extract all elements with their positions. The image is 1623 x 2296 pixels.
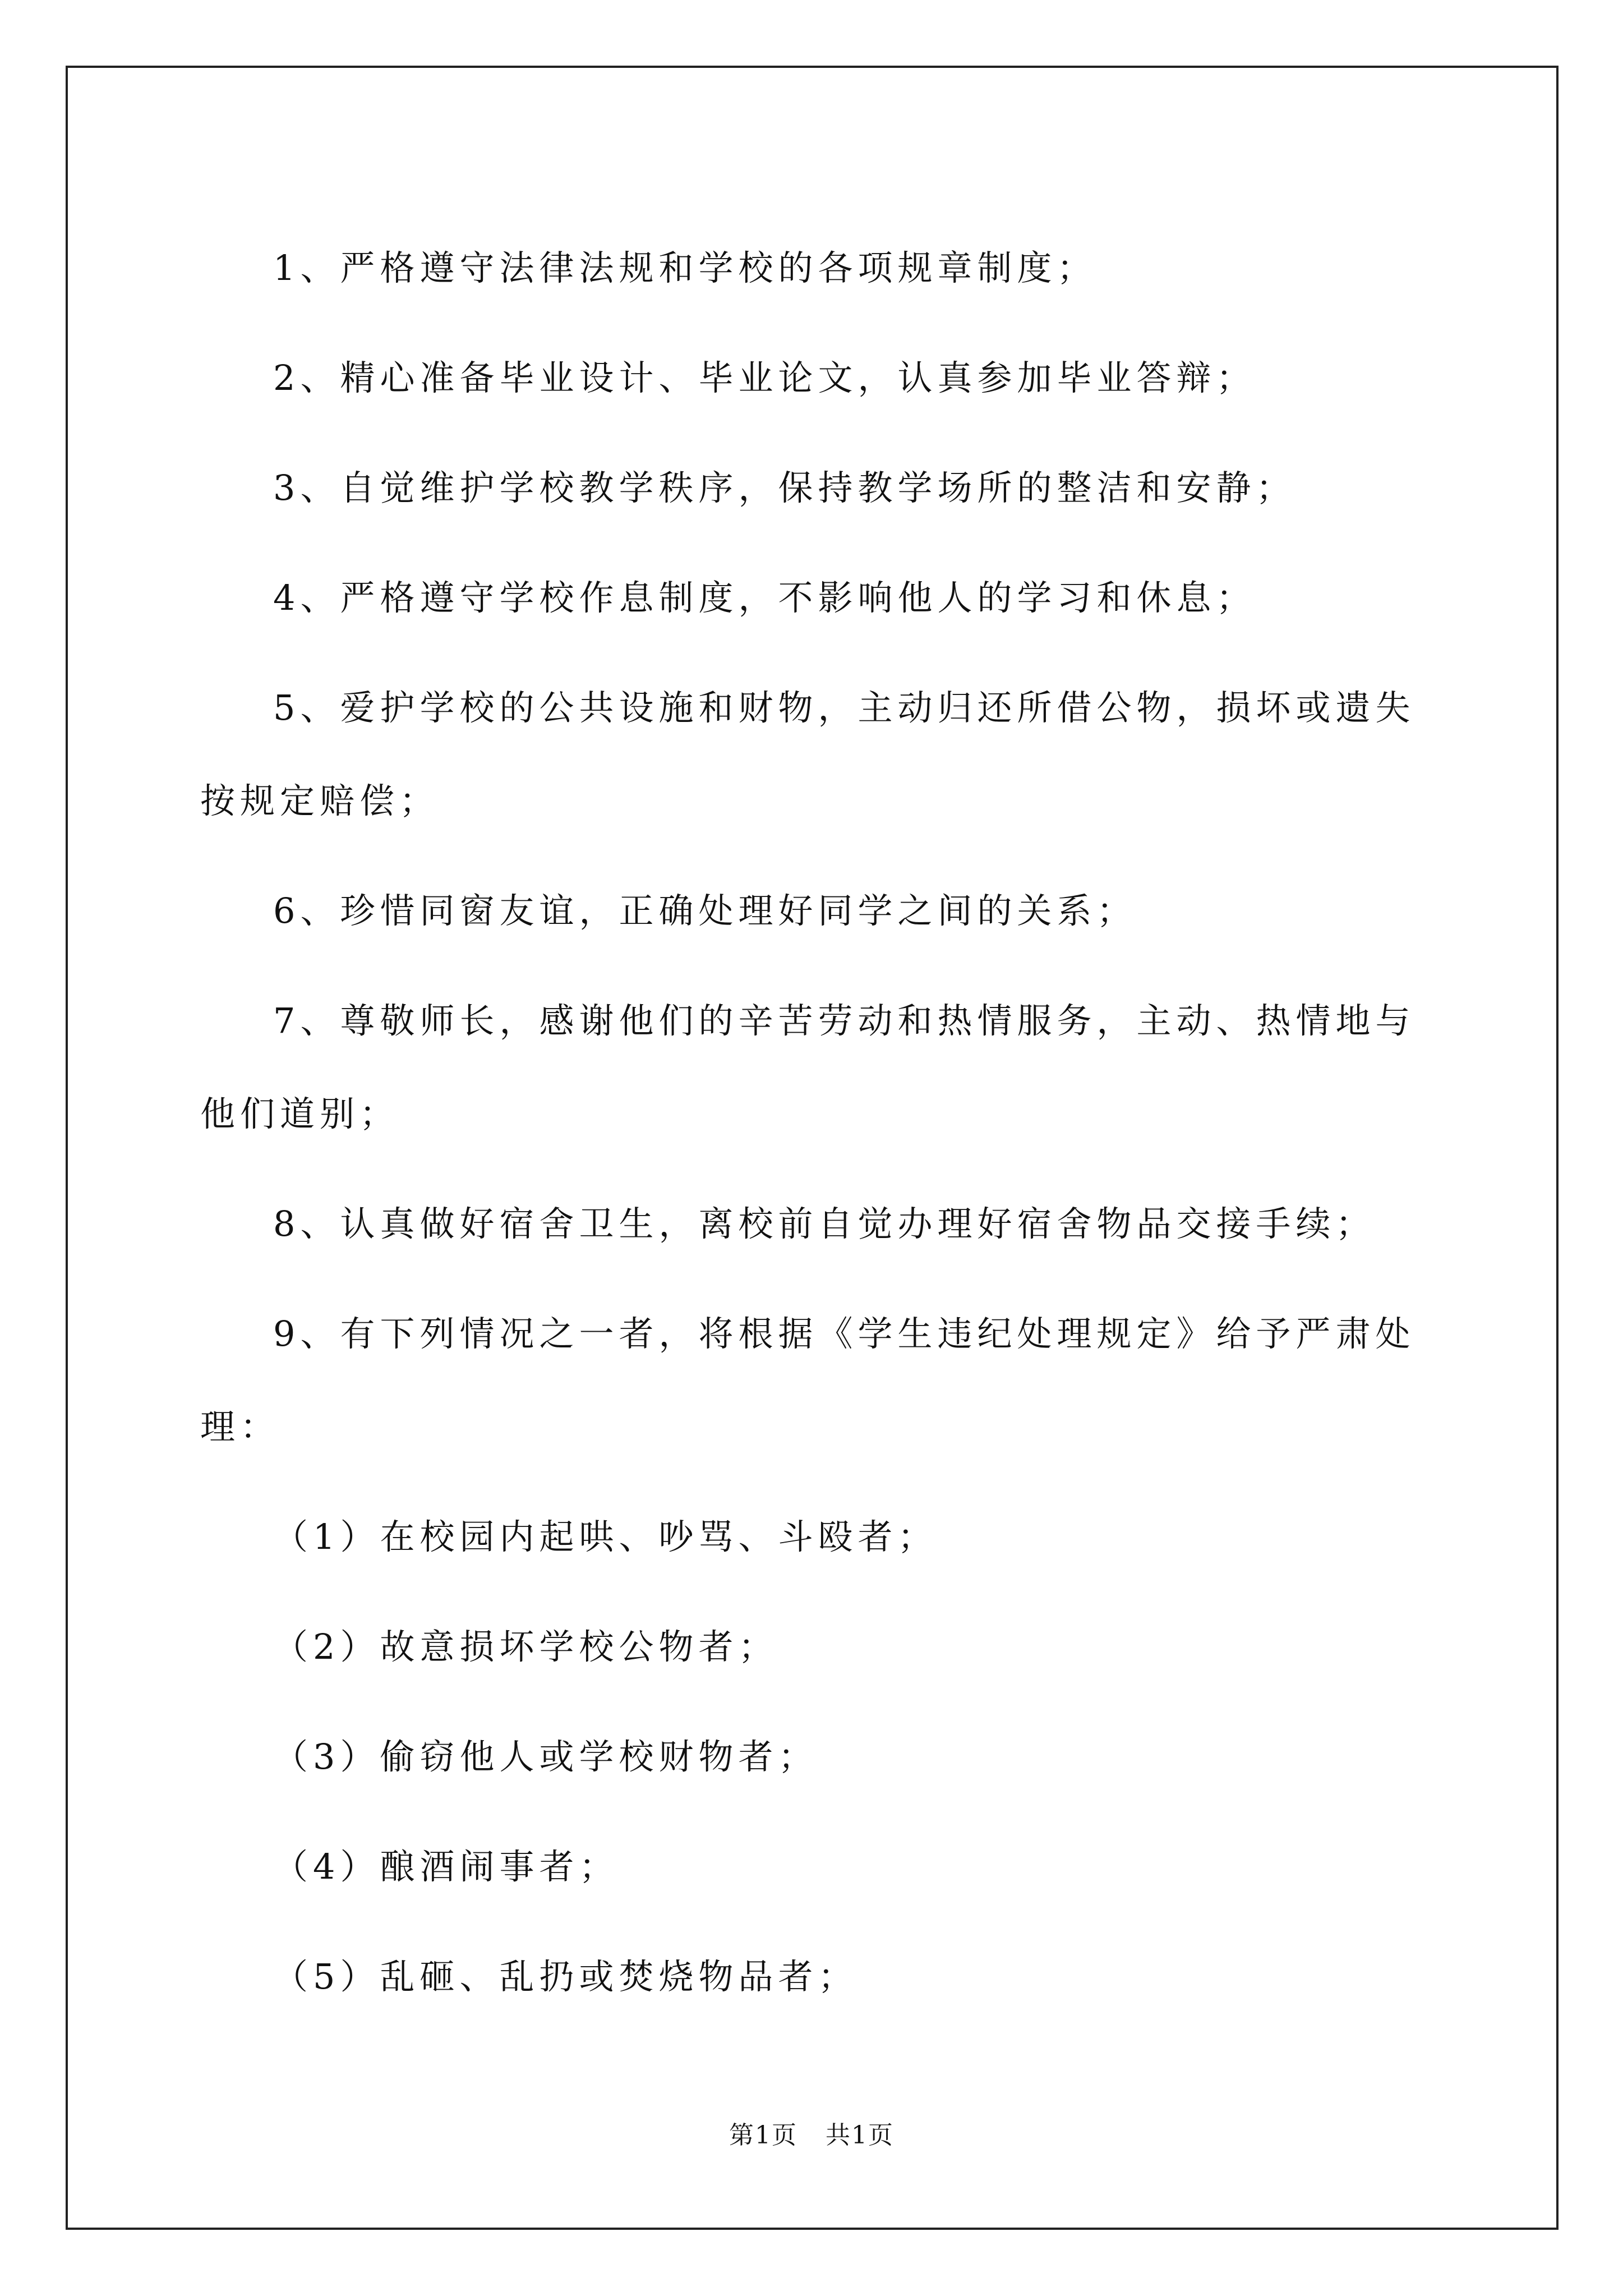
paragraph-rule-3: 3、自觉维护学校教学秩序，保持教学场所的整洁和安静； (273, 467, 1296, 508)
paragraph-rule-7: 7、尊敬师长，感谢他们的辛苦劳动和热情服务，主动、热情地与他们道别； (200, 1000, 1415, 1134)
paragraph-subitem-1: （1）在校园内起哄、吵骂、斗殴者； (273, 1516, 938, 1557)
paragraph-subitem-4: （4）酿酒闹事者； (273, 1846, 619, 1887)
paragraph-rule-1: 1、严格遵守法律法规和学校的各项规章制度； (273, 247, 1097, 288)
paragraph-subitem-2: （2）故意损坏学校公物者； (273, 1626, 778, 1667)
paragraph-rule-9: 9、有下列情况之一者，将根据《学生违纪处理规定》给予严肃处理： (200, 1313, 1415, 1447)
paragraph-subitem-3: （3）偷窃他人或学校财物者； (273, 1736, 818, 1777)
page-number-total: 共1页 (826, 2121, 894, 2150)
paragraph-subitem-5: （5）乱砸、乱扔或焚烧物品者； (273, 1956, 858, 1997)
paragraph-rule-2: 2、精心准备毕业设计、毕业论文，认真参加毕业答辩； (273, 357, 1256, 398)
page-number-current: 第1页 (729, 2121, 797, 2150)
paragraph-rule-4: 4、严格遵守学校作息制度，不影响他人的学习和休息； (273, 577, 1256, 618)
paragraph-rule-6: 6、珍惜同窗友谊，正确处理好同学之间的关系； (273, 890, 1137, 931)
page-footer (0, 2115, 1623, 2151)
document-body (200, 222, 1428, 2040)
paragraph-rule-5: 5、爱护学校的公共设施和财物，主动归还所借公物，损坏或遗失按规定赔偿； (200, 687, 1415, 821)
paragraph-rule-8: 8、认真做好宿舍卫生，离校前自觉办理好宿舍物品交接手续； (273, 1203, 1376, 1244)
